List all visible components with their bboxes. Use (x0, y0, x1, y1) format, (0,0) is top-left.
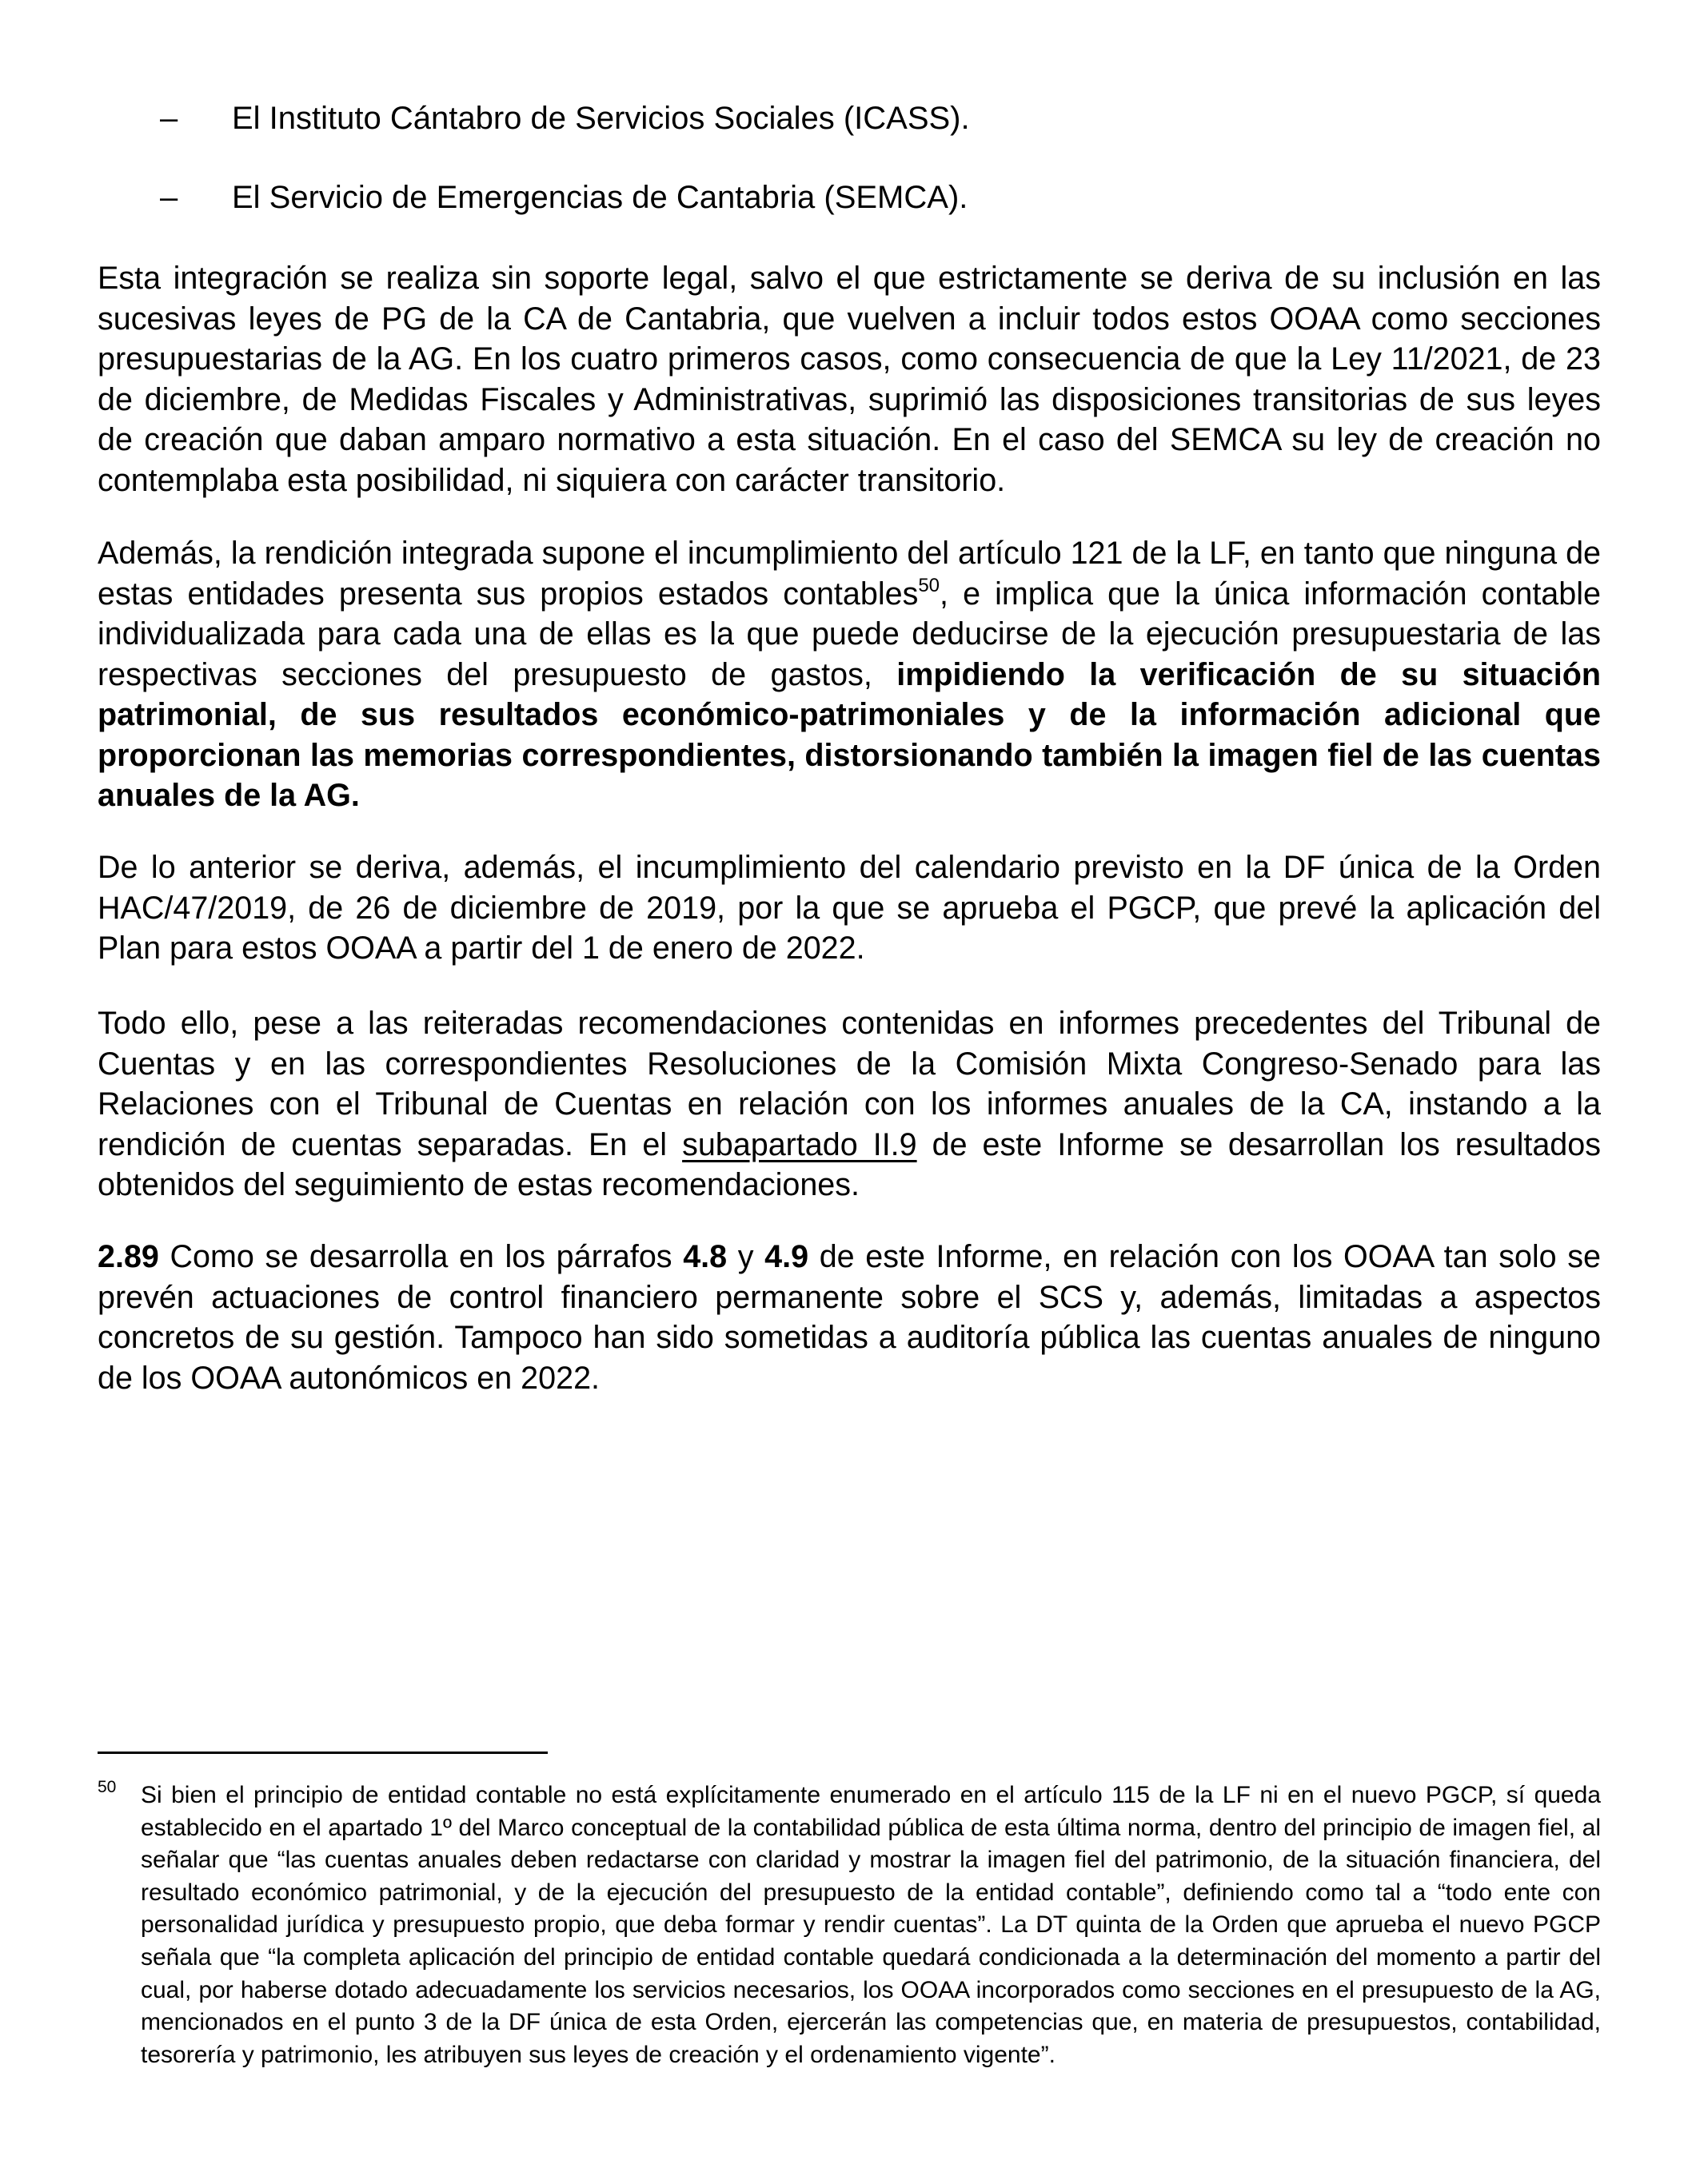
paragraph-integration: Esta integración se realiza sin soporte legal, salvo el que estrictamente se deriva de su inclusión en las sucesivas leyes de PG de la CA de Cantabria, que vuelven a incluir todos estos OOAA como secciones presupuestarias de la AG. En los cuatro primeros casos, como consecuencia de que la Ley 11/2021, de 23 de diciembre, de Medidas Fiscales y Administrativas, suprimió las disposiciones transitorias de sus leyes de creación que daban amparo normativo a esta situación. En el caso del SEMCA su ley de creación no contemplaba esta posibilidad, ni siquiera con carácter transitorio. (98, 261, 1601, 498)
paragraph-text: , e implica que la única información contable individualizada para cada una de ellas es la que puede deducirse de la ejecución presupuestaria de las respectivas secciones del presupuesto de gastos, (98, 576, 1601, 692)
dash-bullet-icon: – (160, 101, 178, 136)
paragraph-text: de este Informe, en relación con los OOAA tan solo se prevén actuaciones de control financiero permanente sobre el SCS y, además, limitadas a aspectos concretos de su gestión. Tampoco han sido sometidas a auditoría pública las cuentas anuales de ninguno de los OOAA autonómicos en 2022. (98, 1239, 1602, 1396)
paragraph-bold-text: impidiendo la verificación de su situación patrimonial, de sus resultados económico-patrimoniales y de la información adicional que proporcionan las memorias correspondientes, distorsionando también la imagen fiel de las cuentas anuales de la AG. (98, 656, 1601, 813)
footnote-number: 50 (98, 1778, 117, 1796)
list-item-text: El Instituto Cántabro de Servicios Sociales (ICASS). (232, 101, 970, 136)
paragraph-number: 2.89 (98, 1239, 159, 1274)
paragraph-text: Además, la rendición integrada supone el incumplimiento del artículo 121 de la LF, en tanto que ninguna de estas entidades presenta sus propios estados contables (98, 536, 1601, 612)
paragraph-rendicion (98, 533, 1601, 816)
paragraph-2-89 (98, 1237, 1601, 1398)
paragraph-text: Como se desarrolla en los párrafos (158, 1239, 684, 1274)
paragraph-text: y (727, 1239, 765, 1274)
dash-bullet-icon: – (160, 180, 178, 215)
footnote-reference-link[interactable]: 50 (918, 574, 940, 596)
subapartado-link[interactable]: subapartado II.9 (682, 1126, 917, 1162)
paragraph-ref-link[interactable]: 4.8 (683, 1239, 728, 1274)
paragraph-recomendaciones (98, 1003, 1601, 1206)
paragraph-calendario: De lo anterior se deriva, además, el incumplimiento del calendario previsto en la DF única de la Orden HAC/47/2019, de 26 de diciembre de 2019, por la que se aprueba el PGCP, que prevé la aplicación del Plan para estos OOAA a partir del 1 de enero de 2022. (98, 850, 1601, 966)
paragraph-text: Todo ello, pese a las reiteradas recomendaciones contenidas en informes precedentes del Tribunal de Cuentas y en las correspondientes Resoluciones de la Comisión Mixta Congreso-Senado para las Relaciones con el Tribunal de Cuentas en relación con los informes anuales de la CA, instando a la rendición de cuentas separadas. En el (98, 1006, 1601, 1162)
paragraph-ref-link[interactable]: 4.9 (764, 1239, 809, 1274)
footnote-text: Si bien el principio de entidad contable no está explícitamente enumerado en el artículo 115 de la LF ni en el nuevo PGCP, sí queda establecido en el apartado 1º del Marco conceptual de la contabilidad pública de esta última norma, dentro del principio de imagen fiel, al señalar que “las cuentas anuales deben redactarse con claridad y mostrar la imagen fiel del patrimonio, de la situación financiera, del resultado económico patrimonial, y de la ejecución del presupuesto de la entidad contable”, definiendo como tal a “todo ente con personalidad jurídica y presupuesto propio, que deba formar y rendir cuentas”. La DT quinta de la Orden que aprueba el nuevo PGCP señala que “la completa aplicación del principio de entidad contable quedará condicionada a la determinación del momento a partir del cual, por haberse dotado adecuadamente los servicios necesarios, los OOAA incorporados como secciones en el presupuesto de la AG, mencionados en el punto 3 de la DF única de esta Orden, ejercerán las competencias que, en materia de presupuestos, contabilidad, tesorería y patrimonio, les atribuyen sus leyes de creación y el ordenamiento vigente”. (141, 1782, 1601, 2068)
footnote-separator (98, 1752, 548, 1754)
paragraph-text: de este Informe se desarrollan los resultados obtenidos del seguimiento de estas recomendaciones. (98, 1126, 1601, 1202)
list-item-text: El Servicio de Emergencias de Cantabria (SEMCA). (232, 180, 968, 215)
